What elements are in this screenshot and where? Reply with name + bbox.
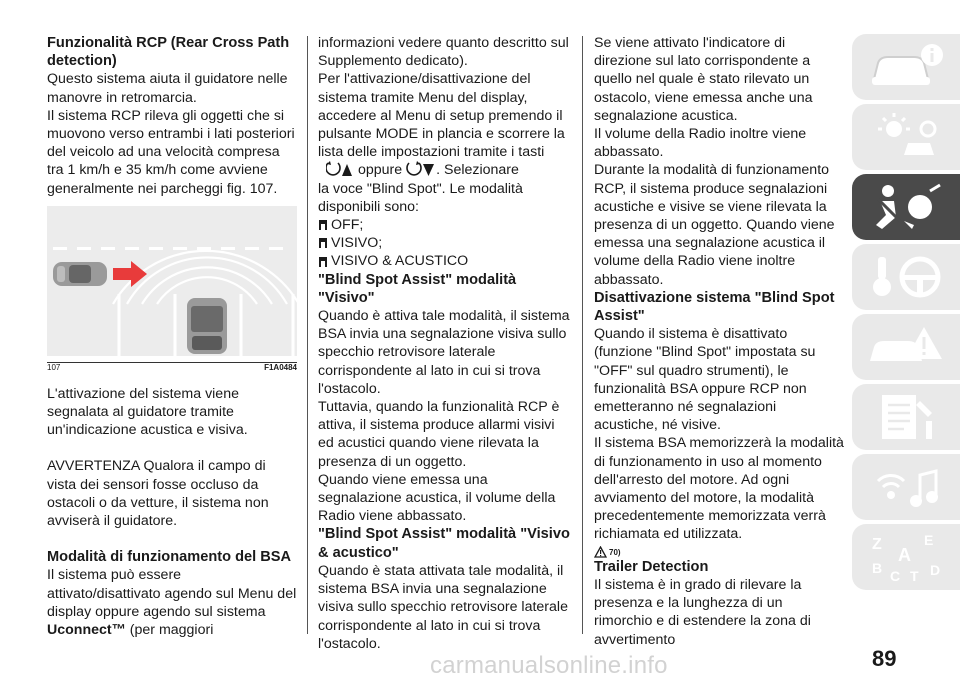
multimedia-icon [864,461,948,513]
tab-maintenance[interactable] [852,384,960,450]
section-heading-visivo: "Blind Spot Assist" modalità "Visivo" [318,271,517,306]
paragraph: Il sistema RCP rileva gli oggetti che si muovono verso entrambi i lati posteriori del veicolo ad una velocità compresa tra 1 km/h e 35 km/h come avviene generalmente nei parcheggi fig. 107. [47,107,295,197]
up-arrow-button-icon [326,161,354,177]
paragraph: Il sistema BSA memorizzerà la modalità di funzionamento in uso al momento dell'arresto del motore. Ad ogni avviamento del motore, la modalità precedentemente memorizzata verrà richiamata ed utilizzata. [594,435,844,543]
list-item: VISIVO & ACUSTICO [318,252,572,270]
paragraph: Il sistema è in grado di rilevare la presenza e la lunghezza di un rimorchio e di estendere la zona di avvertimento [594,576,811,648]
tab-car-warning[interactable] [852,314,960,380]
section-heading-rcp: Funzionalità RCP (Rear Cross Path detection) [47,35,290,70]
seatbelt-airbag-icon [864,181,948,233]
paragraph: Quando è stata attivata tale modalità, il sistema BSA invia una segnalazione visiva sullo specchio retrovisore laterale corrispondente al lato in cui si trova l'ostacolo. [318,562,568,652]
column-2 [318,34,572,653]
list-item: OFF; [318,216,572,234]
tab-key-steering[interactable] [852,244,960,310]
svg-text:E: E [924,532,934,548]
column-3 [594,34,844,649]
column-divider [582,36,583,634]
warning-paragraph: AVVERTENZA Qualora il campo di vista dei sensori fosse occluso da ostacoli o da vetture, il sistema non avviserà il guidatore. [47,458,269,530]
paragraph: Quando il sistema è disattivato (funzione "Blind Spot" impostata su "OFF" sul quadro strumenti), le funzionalità BSA oppure RCP non emetteranno né segnalazioni acustiche, né visive. [594,326,816,434]
dashboard-lights-icon [864,111,948,163]
paragraph: Il volume della Radio inoltre viene abbassato. [594,126,807,161]
chapter-tabs [852,34,960,594]
key-steering-wheel-icon [864,251,948,303]
tab-safety[interactable] [852,174,960,240]
paragraph: L'attivazione del sistema viene segnalata al guidatore tramite un'indicazione acustica e visiva. [47,385,248,439]
paragraph: Per l'attivazione/disattivazione del sistema tramite Menu del display, accedere al Menu di setup premendo il pulsante MODE in plancia e scorrere la lista delle impostazioni tramite i tasti [318,71,565,161]
svg-text:B: B [872,560,883,576]
tab-car-info[interactable] [852,34,960,100]
section-heading-visivo-acustico: "Blind Spot Assist" modalità "Visivo & acustico" [318,526,570,561]
down-arrow-button-icon [406,161,436,177]
bullet-icon [318,219,328,231]
car-warning-icon [864,321,948,373]
section-heading-bsa: Modalità di funzionamento del BSA [47,549,292,566]
paragraph: Se viene attivato l'indicatore di direzione sul lato corrispondente a quello nel quale è stato rilevato un ostacolo, viene emessa anche una segnalazione acustica. [594,35,813,124]
figure-caption [47,363,297,373]
figure-number: 107 [47,362,61,372]
bullet-icon [318,256,328,268]
paragraph: Tuttavia, quando la funzionalità RCP è attiva, il sistema produce allarmi visivi ed acustici quando viene rilevata la presenza di un oggetto. [318,399,560,470]
uconnect-brand: Uconnect™ [47,622,126,639]
paragraph: Quando viene emessa una segnalazione acustica, il volume della Radio viene abbassato. [318,471,556,525]
warning-triangle-icon [594,546,607,558]
list-item: VISIVO; [318,234,572,252]
bullet-icon [318,237,328,249]
warning-ref-number: 70) [609,547,621,557]
svg-text:Z: Z [872,536,882,553]
column-1 [47,34,297,639]
watermark: carmanualsonline.info [430,652,668,679]
button-instruction: oppure . Selezionare [318,161,572,179]
page-number: 89 [872,646,897,671]
svg-text:D: D [930,562,941,578]
parking-illustration [47,206,297,356]
figure-code: F1A0484 [264,362,297,372]
svg-text:C: C [890,568,901,583]
svg-text:T: T [910,568,919,583]
car-info-icon [864,41,948,93]
section-heading-trailer: Trailer Detection [594,558,709,575]
paragraph: Questo sistema aiuta il guidatore nelle manovre in retromarcia. [47,71,288,106]
paragraph: Durante la modalità di funzionamento RCP, il sistema produce segnalazioni acustiche e visive se viene rilevata la presenza di un oggetto. Quando viene emessa una segnalazione acustica il volume della Radio viene inoltre abbassato. [594,162,835,288]
warning-reference [594,546,844,558]
paragraph: informazioni vedere quanto descritto sul Supplemento dedicato). [318,35,569,70]
section-heading-disattivazione: Disattivazione sistema "Blind Spot Assist" [594,289,835,325]
svg-text:A: A [898,545,911,565]
maintenance-list-icon [864,391,948,443]
paragraph: Il sistema può essere attivato/disattivato agendo sul Menu del display oppure agendo sul sistema Uconnect™ (per maggiori [47,567,297,639]
paragraph: Quando è attiva tale modalità, il sistema BSA invia una segnalazione visiva sullo specchio retrovisore laterale corrispondente al lato in cui si trova l'ostacolo. [318,308,570,397]
tab-dashboard-lights[interactable] [852,104,960,170]
tab-alphabetical-index[interactable] [852,524,960,590]
column-divider [307,36,308,634]
tab-multimedia[interactable] [852,454,960,520]
figure-rcp-parking [47,206,297,356]
paragraph: la voce "Blind Spot". Le modalità disponibili sono: [318,180,523,215]
alphabet-index-icon [864,531,948,583]
